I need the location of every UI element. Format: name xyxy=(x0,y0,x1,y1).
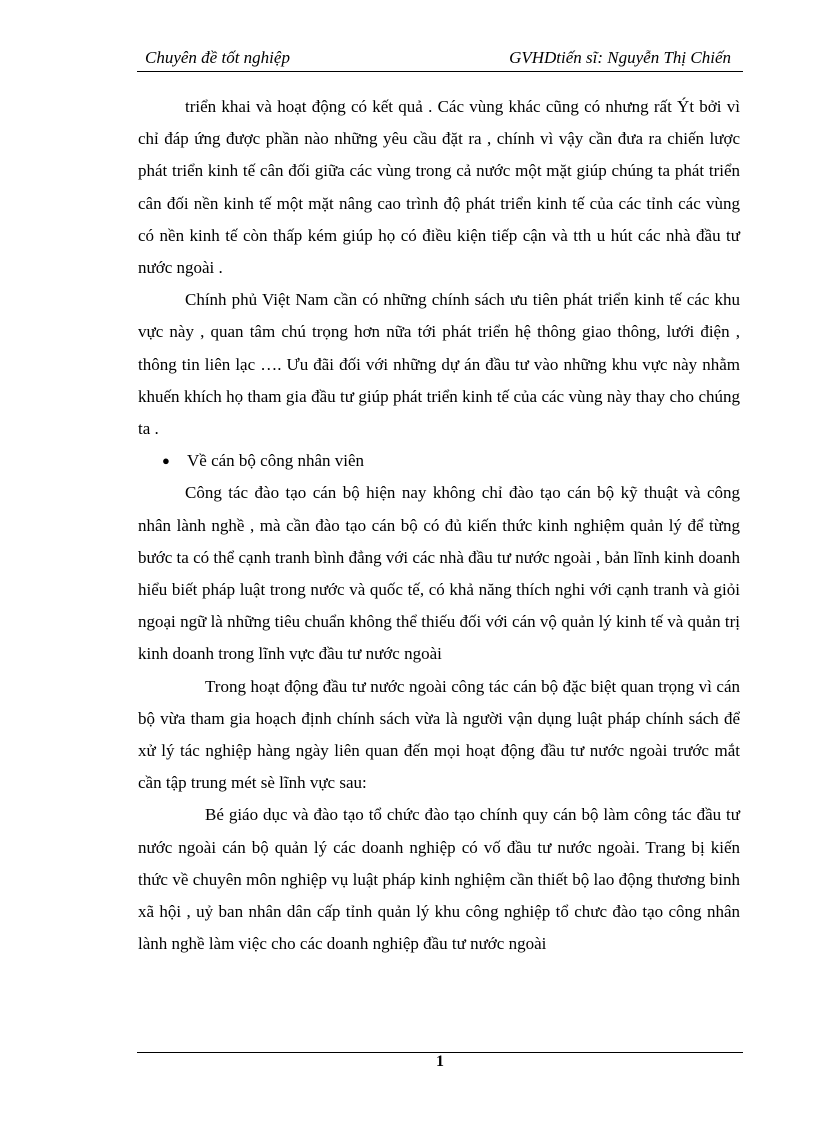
paragraph-government-policy: Chính phủ Việt Nam cần có những chính sách ưu tiên phát triển kinh tế các khu vực này , quan tâm chú trọng hơn nữa tới phát triển hệ thông giao thông, lưới điện , thông tin liên lạc …. Ưu đãi đối với những dự án đầu tư vào những khu vực này nhằm khuến khích họ tham gia đầu tư giúp phát triển kinh tế của các vùng này thay cho chúng ta . xyxy=(138,290,740,439)
paragraph-staff-importance: Trong hoạt động đầu tư nước ngoài công tác cán bộ đặc biệt quan trọng vì cán bộ vừa tham gia hoạch định chính sách vừa là người vận dụng luật pháp chính sách để xử lý tác nghiệp hàng ngày liên quan đến mọi hoạt động đầu tư nước ngoài trước mắt cần tập trung mét sè lĩnh vực sau: xyxy=(138,676,740,793)
page-number: 1 xyxy=(436,1053,444,1070)
bullet-icon: ● xyxy=(162,453,170,469)
page-header xyxy=(137,45,743,72)
header-title: Chuyên đề tốt nghiệp xyxy=(145,48,290,67)
paragraph-staff-training: Công tác đào tạo cán bộ hiện nay không chỉ đào tạo cán bộ kỹ thuật và công nhân lành nghề , mà cần đào tạo cán bộ có đủ kiến thức kinh nghiệm quản lý để từng bước ta có thể cạnh tranh bình đẳng với các nhà đầu tư nước ngoài , bản lĩnh kinh doanh hiểu biết pháp luật trong nước và quốc tế, có khả năng thích nghi với cạnh tranh và giỏi ngoại ngữ là những tiêu chuẩn không thể thiếu đối với cán vộ quản lý kinh tế và quản trị kinh doanh trong lĩnh vực đầu tư nước ngoài xyxy=(138,483,740,664)
bullet-heading xyxy=(138,445,740,477)
document-body xyxy=(138,91,740,960)
header-supervisor: GVHDtiến sĩ: Nguyễn Thị Chiến xyxy=(509,48,731,67)
paragraph-ministry-training: Bé giáo dục và đào tạo tổ chức đào tạo chính quy cán bộ làm công tác đầu tư nước ngoài cán bộ quản lý các doanh nghiệp có vố đầu tư nước ngoài. Trang bị kiến thức về chuyên môn nghiệp vụ luật pháp kinh nghiệm cần thiết bộ lao động thương binh xã hội , uỷ ban nhân dân cấp tỉnh quản lý khu công nghiệp tổ chưc đào tạo công nhân lành nghề làm việc cho các doanh nghiệp đầu tư nước ngoài xyxy=(138,805,740,954)
paragraph-regional-development: triển khai và hoạt động có kết quả . Các vùng khác cũng có nhưng rất Ýt bởi vì chỉ đáp ứng được phần nào những yêu cầu đặt ra , chính vì vậy cần đưa ra chiến lược phát triển kinh tế cân đối giữa các vùng trong cả nước một mặt giúp chúng ta phát triển cân đối nền kinh tế một mặt nâng cao trình độ phát triển kinh tế của các tỉnh các vùng có nền kinh tế còn thấp kém giúp họ có điều kiện tiếp cận và tth u hút các nhà đầu tư nước ngoài . xyxy=(138,97,740,278)
bullet-text: Về cán bộ công nhân viên xyxy=(187,451,365,471)
